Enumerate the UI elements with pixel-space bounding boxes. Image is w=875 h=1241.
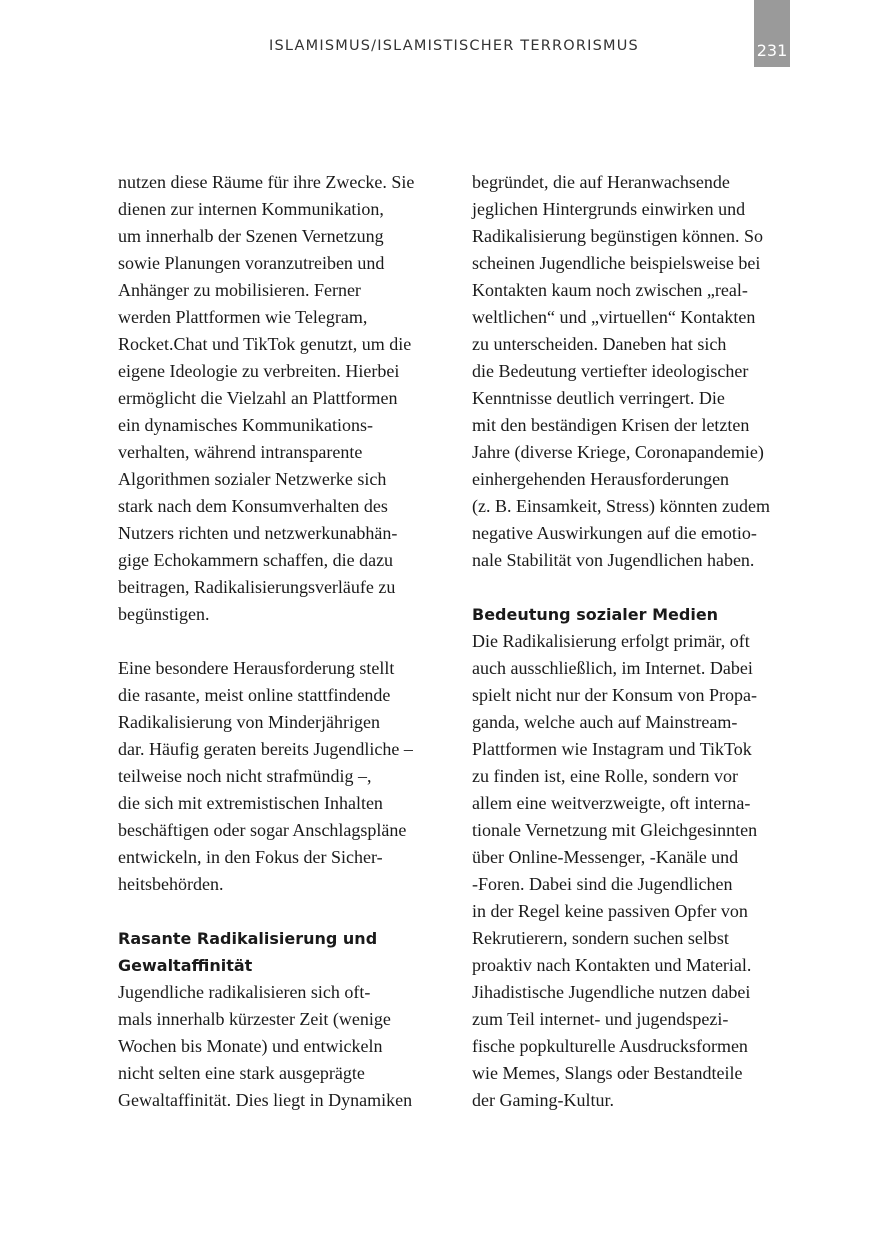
paragraph-gap (118, 628, 448, 655)
left-text-column (118, 169, 448, 1114)
paragraph (472, 628, 802, 1114)
text-line: spielt nicht nur der Konsum von Propa- (472, 685, 757, 705)
text-line: zum Teil internet- und jugendspezi- (472, 1009, 729, 1029)
text-line: Jugendliche radikalisieren sich oft- (118, 982, 371, 1002)
text-line: Algorithmen sozialer Netzwerke sich (118, 469, 387, 489)
text-line: ermöglicht die Vielzahl an Plattformen (118, 388, 398, 408)
text-line: Jahre (diverse Kriege, Coronapandemie) (472, 442, 764, 462)
text-line: Die Radikalisierung erfolgt primär, oft (472, 631, 750, 651)
text-line: stark nach dem Konsumverhalten des (118, 496, 388, 516)
text-line: nale Stabilität von Jugendlichen haben. (472, 550, 755, 570)
section-heading-line: Gewaltaffinität (118, 956, 253, 975)
text-line: allem eine weitverzweigte, oft interna- (472, 793, 751, 813)
text-line: ein dynamisches Kommunikations- (118, 415, 373, 435)
text-line: Radikalisierung von Minderjährigen (118, 712, 380, 732)
text-line: um innerhalb der Szenen Vernetzung (118, 226, 384, 246)
section-heading (118, 925, 448, 979)
text-line: die rasante, meist online stattfindende (118, 685, 391, 705)
running-header-title: ISLAMISMUS/ISLAMISTISCHER TERRORISMUS (269, 38, 639, 54)
text-line: verhalten, während intransparente (118, 442, 363, 462)
text-line: begründet, die auf Heranwachsende (472, 172, 730, 192)
text-line: proaktiv nach Kontakten und Material. (472, 955, 752, 975)
text-line: ganda, welche auch auf Mainstream- (472, 712, 738, 732)
text-line: tionale Vernetzung mit Gleichgesinnten (472, 820, 758, 840)
text-line: begünstigen. (118, 604, 210, 624)
text-line: über Online-Messenger, -Kanäle und (472, 847, 739, 867)
text-line: Rocket.Chat und TikTok genutzt, um die (118, 334, 412, 354)
text-line: nutzen diese Räume für ihre Zwecke. Sie (118, 172, 415, 192)
paragraph-gap (472, 574, 802, 601)
section-heading: Bedeutung sozialer Medien (472, 605, 719, 624)
right-text-column (472, 169, 802, 1114)
text-line: gige Echokammern schaffen, die dazu (118, 550, 394, 570)
text-line: jeglichen Hintergrunds einwirken und (472, 199, 746, 219)
text-line: dienen zur internen Kommunikation, (118, 199, 384, 219)
text-line: negative Auswirkungen auf die emotio- (472, 523, 757, 543)
text-line: zu unterscheiden. Daneben hat sich (472, 334, 727, 354)
paragraph (472, 169, 802, 574)
text-line: werden Plattformen wie Telegram, (118, 307, 368, 327)
paragraph (118, 169, 448, 628)
text-line: Wochen bis Monate) und entwickeln (118, 1036, 383, 1056)
text-line: mals innerhalb kürzester Zeit (wenige (118, 1009, 391, 1029)
text-line: Rekrutierern, sondern suchen selbst (472, 928, 729, 948)
text-line: beitragen, Radikalisierungsverläufe zu (118, 577, 396, 597)
text-line: der Gaming-Kultur. (472, 1090, 614, 1110)
text-line: auch ausschließlich, im Internet. Dabei (472, 658, 753, 678)
text-line: beschäftigen oder sogar Anschlagspläne (118, 820, 407, 840)
text-line: (z. B. Einsamkeit, Stress) könnten zudem (472, 496, 770, 516)
text-line: Gewaltaffinität. Dies liegt in Dynamiken (118, 1090, 413, 1110)
text-line: mit den beständigen Krisen der letzten (472, 415, 750, 435)
text-line: fische popkulturelle Ausdrucksformen (472, 1036, 748, 1056)
text-line: einhergehenden Herausforderungen (472, 469, 730, 489)
text-line: scheinen Jugendliche beispielsweise bei (472, 253, 761, 273)
text-line: die Bedeutung vertiefter ideologischer (472, 361, 749, 381)
text-line: nicht selten eine stark ausgeprägte (118, 1063, 365, 1083)
text-line: Eine besondere Herausforderung stellt (118, 658, 395, 678)
page-number: 231 (756, 41, 788, 60)
text-line: dar. Häufig geraten bereits Jugendliche – (118, 739, 413, 759)
text-line: eigene Ideologie zu verbreiten. Hierbei (118, 361, 400, 381)
text-line: teilweise noch nicht strafmündig –, (118, 766, 372, 786)
text-line: Plattformen wie Instagram und TikTok (472, 739, 752, 759)
paragraph-gap (118, 898, 448, 925)
text-line: -Foren. Dabei sind die Jugendlichen (472, 874, 733, 894)
text-line: Kontakten kaum noch zwischen „real- (472, 280, 748, 300)
page-number-tab (754, 0, 790, 67)
text-line: wie Memes, Slangs oder Bestandteile (472, 1063, 743, 1083)
text-line: die sich mit extremistischen Inhalten (118, 793, 383, 813)
text-line: in der Regel keine passiven Opfer von (472, 901, 748, 921)
text-line: heitsbehörden. (118, 874, 224, 894)
text-line: Kenntnisse deutlich verringert. Die (472, 388, 725, 408)
text-line: Anhänger zu mobilisieren. Ferner (118, 280, 361, 300)
text-line: sowie Planungen voranzutreiben und (118, 253, 385, 273)
text-line: weltlichen“ und „virtuellen“ Kontakten (472, 307, 756, 327)
text-line: Jihadistische Jugendliche nutzen dabei (472, 982, 751, 1002)
paragraph (118, 979, 448, 1114)
text-line: Radikalisierung begünstigen können. So (472, 226, 763, 246)
section-heading-line: Rasante Radikalisierung und (118, 929, 378, 948)
text-line: zu finden ist, eine Rolle, sondern vor (472, 766, 738, 786)
paragraph (118, 655, 448, 898)
text-line: Nutzers richten und netzwerkunabhän- (118, 523, 398, 543)
text-line: entwickeln, in den Fokus der Sicher- (118, 847, 383, 867)
